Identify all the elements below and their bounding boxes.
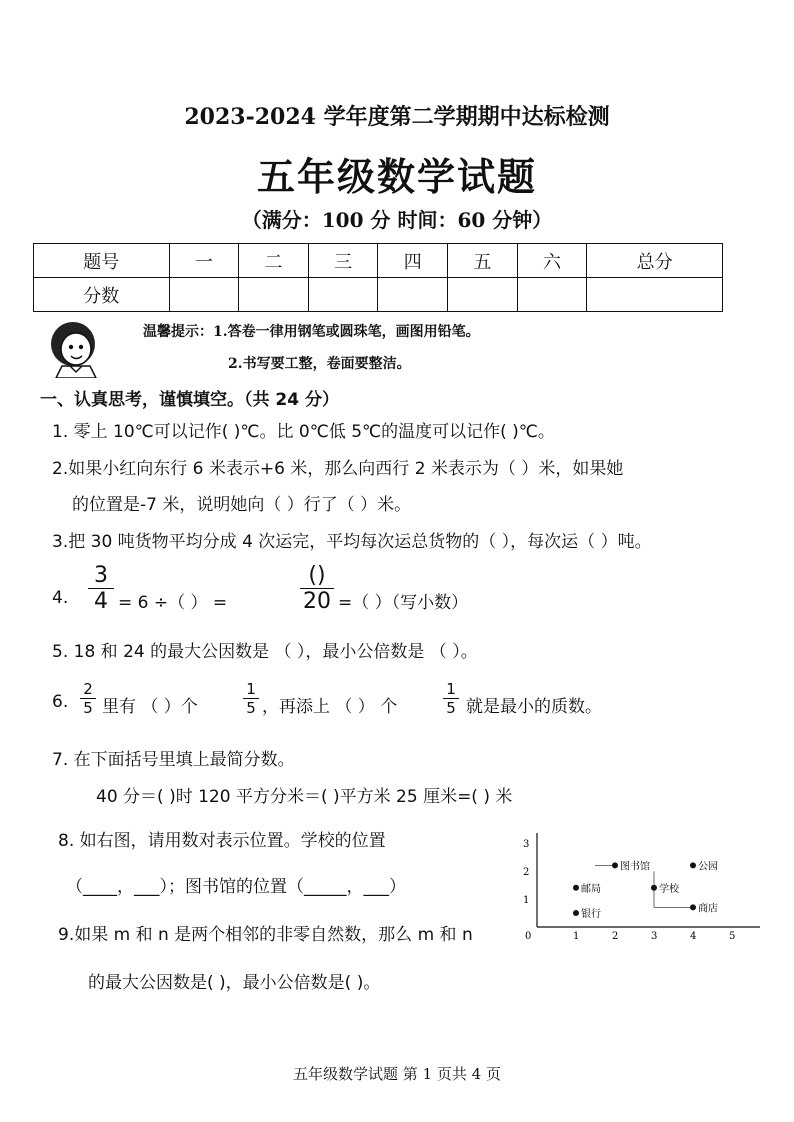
map-place-dot bbox=[651, 885, 657, 891]
score-blank bbox=[378, 278, 448, 312]
question-9-line-1: 9.如果 m 和 n 是两个相邻的非零自然数，那么 m 和 n bbox=[58, 925, 473, 945]
map-place-label: 图书馆 bbox=[620, 861, 650, 873]
map-place-dot bbox=[573, 885, 579, 891]
score-blank bbox=[587, 278, 723, 312]
question-2-line-1: 2.如果小红向东行 6 米表示+6 米，那么向西行 2 米表示为（ ）米，如果她 bbox=[52, 459, 624, 479]
score-cell: 三 bbox=[308, 244, 378, 278]
score-cell: 二 bbox=[239, 244, 309, 278]
question-8-line-2: （____，___）；图书馆的位置（_____，___） bbox=[66, 877, 406, 897]
question-4-fraction-1 bbox=[88, 563, 114, 614]
fraction-denominator: 4 bbox=[94, 589, 108, 614]
question-6-middle-2: ，再添上 （ ） 个 bbox=[262, 697, 398, 717]
score-cell: 总分 bbox=[587, 244, 723, 278]
fraction-numerator: () bbox=[308, 563, 326, 588]
question-4-fraction-2 bbox=[300, 563, 334, 614]
question-6-number: 6. bbox=[52, 692, 69, 712]
score-cell: 四 bbox=[378, 244, 448, 278]
question-6-middle-1: 里有 （ ）个 bbox=[102, 697, 198, 717]
score-table-header-row bbox=[34, 244, 723, 278]
question-2-line-2: 的位置是-7 米，说明她向（ ）行了（ ）米。 bbox=[72, 495, 412, 515]
question-6-fraction-1 bbox=[80, 680, 96, 717]
score-blank bbox=[308, 278, 378, 312]
score-cell: 题号 bbox=[34, 244, 170, 278]
map-place-label: 商店 bbox=[698, 903, 718, 915]
fraction-numerator: 1 bbox=[246, 680, 256, 698]
score-cell: 一 bbox=[169, 244, 239, 278]
question-5: 5. 18 和 24 的最大公因数是 （ ），最小公倍数是 （ ）。 bbox=[52, 642, 478, 662]
question-3: 3.把 30 吨货物平均分成 4 次运完，平均每次运总货物的（ ），每次运（ ）吨。 bbox=[52, 532, 652, 552]
score-blank bbox=[517, 278, 587, 312]
map-place-label: 公园 bbox=[698, 861, 718, 873]
section-1-title: 一、认真思考，谨慎填空。（共 24 分） bbox=[40, 390, 339, 410]
map-place-label: 银行 bbox=[581, 909, 601, 920]
score-cell: 六 bbox=[517, 244, 587, 278]
score-blank bbox=[448, 278, 518, 312]
map-x-tick-label: 4 bbox=[690, 931, 697, 942]
question-6-fraction-2 bbox=[243, 680, 259, 717]
question-7: 7. 在下面括号里填上最简分数。 bbox=[52, 750, 295, 770]
position-map bbox=[515, 825, 765, 945]
exam-title: 五年级数学试题 bbox=[256, 154, 537, 199]
cartoon-girl-illustration bbox=[40, 316, 110, 378]
question-8-line-1: 8. 如右图，请用数对表示位置。学校的位置 bbox=[58, 831, 386, 851]
score-cell: 五 bbox=[448, 244, 518, 278]
question-4-tail: =（ ）（写小数） bbox=[338, 593, 469, 613]
fraction-denominator: 20 bbox=[303, 589, 331, 614]
score-table bbox=[33, 243, 723, 312]
map-place-label: 邮局 bbox=[581, 883, 601, 895]
exam-subtitle: （满分：100 分 时间：60 分钟） bbox=[241, 208, 553, 232]
score-table-score-row bbox=[34, 278, 723, 312]
map-place-dot bbox=[612, 862, 618, 868]
map-x-tick-label: 0 bbox=[525, 931, 532, 942]
map-y-tick-label: 1 bbox=[523, 895, 530, 906]
question-1: 1. 零上 10℃可以记作( )℃。比 0℃低 5℃的温度可以记作( )℃。 bbox=[52, 422, 555, 442]
fraction-denominator: 5 bbox=[246, 699, 256, 717]
question-4-middle: = 6 ÷（ ） = bbox=[118, 593, 228, 613]
question-6-tail: 就是最小的质数。 bbox=[466, 697, 602, 717]
fraction-numerator: 2 bbox=[83, 680, 93, 698]
page-footer: 五年级数学试题 第 1 页共 4 页 bbox=[293, 1065, 501, 1083]
map-x-tick-label: 2 bbox=[612, 931, 619, 942]
question-6-fraction-3 bbox=[443, 680, 459, 717]
map-y-tick-label: 3 bbox=[523, 839, 530, 850]
fraction-denominator: 5 bbox=[446, 699, 456, 717]
exam-year-line: 2023-2024 学年度第二学期期中达标检测 bbox=[184, 104, 610, 130]
question-9-line-2: 的最大公因数是( )，最小公倍数是( )。 bbox=[88, 973, 381, 993]
tip-line-2: 2.书写要工整，卷面要整洁。 bbox=[228, 356, 411, 372]
question-7-blanks: 40 分＝( )时 120 平方分米＝( )平方米 25 厘米=( ) 米 bbox=[96, 787, 513, 807]
map-place-dot bbox=[690, 904, 696, 910]
map-x-tick-label: 1 bbox=[573, 931, 580, 942]
fraction-denominator: 5 bbox=[83, 699, 93, 717]
score-blank bbox=[169, 278, 239, 312]
fraction-numerator: 3 bbox=[94, 563, 108, 588]
fraction-numerator: 1 bbox=[446, 680, 456, 698]
score-blank bbox=[239, 278, 309, 312]
map-x-tick-label: 3 bbox=[651, 931, 658, 942]
score-cell: 分数 bbox=[34, 278, 170, 312]
tip-line-1: 温馨提示：1.答卷一律用钢笔或圆珠笔，画图用铅笔。 bbox=[143, 324, 480, 340]
map-place-dot bbox=[573, 910, 579, 916]
map-place-label: 学校 bbox=[659, 883, 679, 895]
map-y-tick-label: 2 bbox=[523, 867, 530, 878]
question-4-number: 4. bbox=[52, 588, 69, 608]
map-place-dot bbox=[690, 862, 696, 868]
map-x-tick-label: 5 bbox=[729, 931, 736, 942]
